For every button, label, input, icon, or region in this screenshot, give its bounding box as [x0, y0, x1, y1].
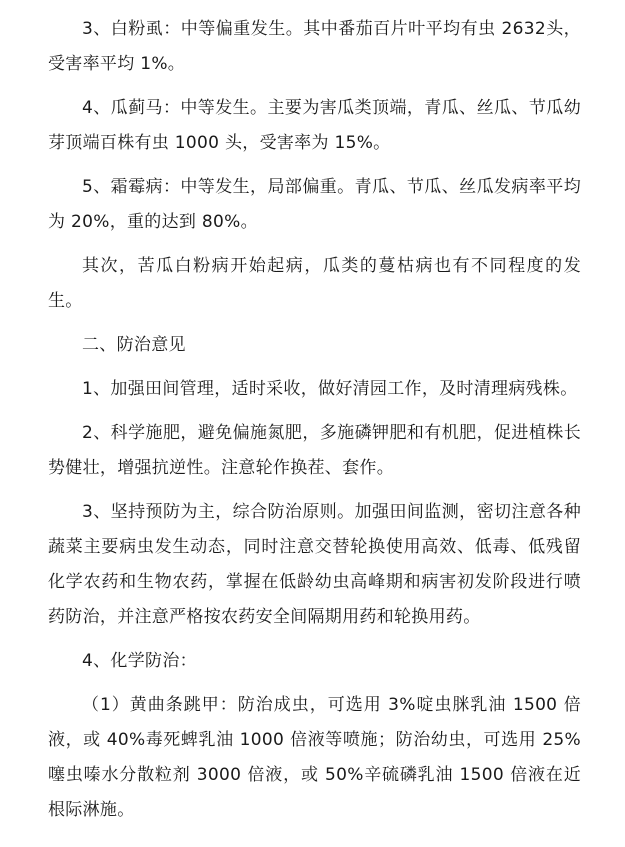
paragraph-field-management: 1、加强田间管理，适时采收，做好清园工作，及时清理病残株。 — [82, 379, 578, 399]
paragraph-downy-mildew: 5、霜霉病：中等发生，局部偏重。青瓜、节瓜、丝瓜发病率平均为 20%，重的达到 80%。 — [48, 177, 581, 232]
paragraph-fertilization: 2、科学施肥，避免偏施氮肥，多施磷钾肥和有机肥，促进植株长势健壮，增强抗逆性。注意轮作换茬、套作。 — [48, 423, 581, 478]
paragraph-other-diseases: 其次，苦瓜白粉病开始起病，瓜类的蔓枯病也有不同程度的发生。 — [48, 256, 581, 311]
paragraph-prevention: 3、坚持预防为主，综合防治原则。加强田间监测，密切注意各种蔬菜主要病虫发生动态，同时注意交替轮换使用高效、低毒、低残留化学农药和生物农药，掌握在低龄幼虫高峰期和病害初发阶段进行喷药防治，并注意严格按农药安全间隔期用药和轮换用药。 — [48, 502, 581, 627]
paragraph-whitefly: 3、白粉虱：中等偏重发生。其中番茄百片叶平均有虫 2632头，受害率平均 1%。 — [48, 19, 581, 74]
paragraph-flea-beetle: （1）黄曲条跳甲：防治成虫，可选用 3%啶虫脒乳油 1500 倍液，或 40%毒死蜱乳油 1000 倍液等喷施；防治幼虫，可选用 25%噻虫嗪水分散粒剂 3000 倍液，或 50%辛硫磷乳油 1500 倍液在近根际淋施。 — [48, 695, 581, 820]
paragraph-thrips: 4、瓜蓟马：中等发生。主要为害瓜类顶端，青瓜、丝瓜、节瓜幼芽顶端百株有虫 1000 头，受害率为 15%。 — [48, 98, 581, 153]
subheading-chemical-control: 4、化学防治： — [82, 651, 197, 671]
section-heading-control: 二、防治意见 — [82, 335, 186, 355]
